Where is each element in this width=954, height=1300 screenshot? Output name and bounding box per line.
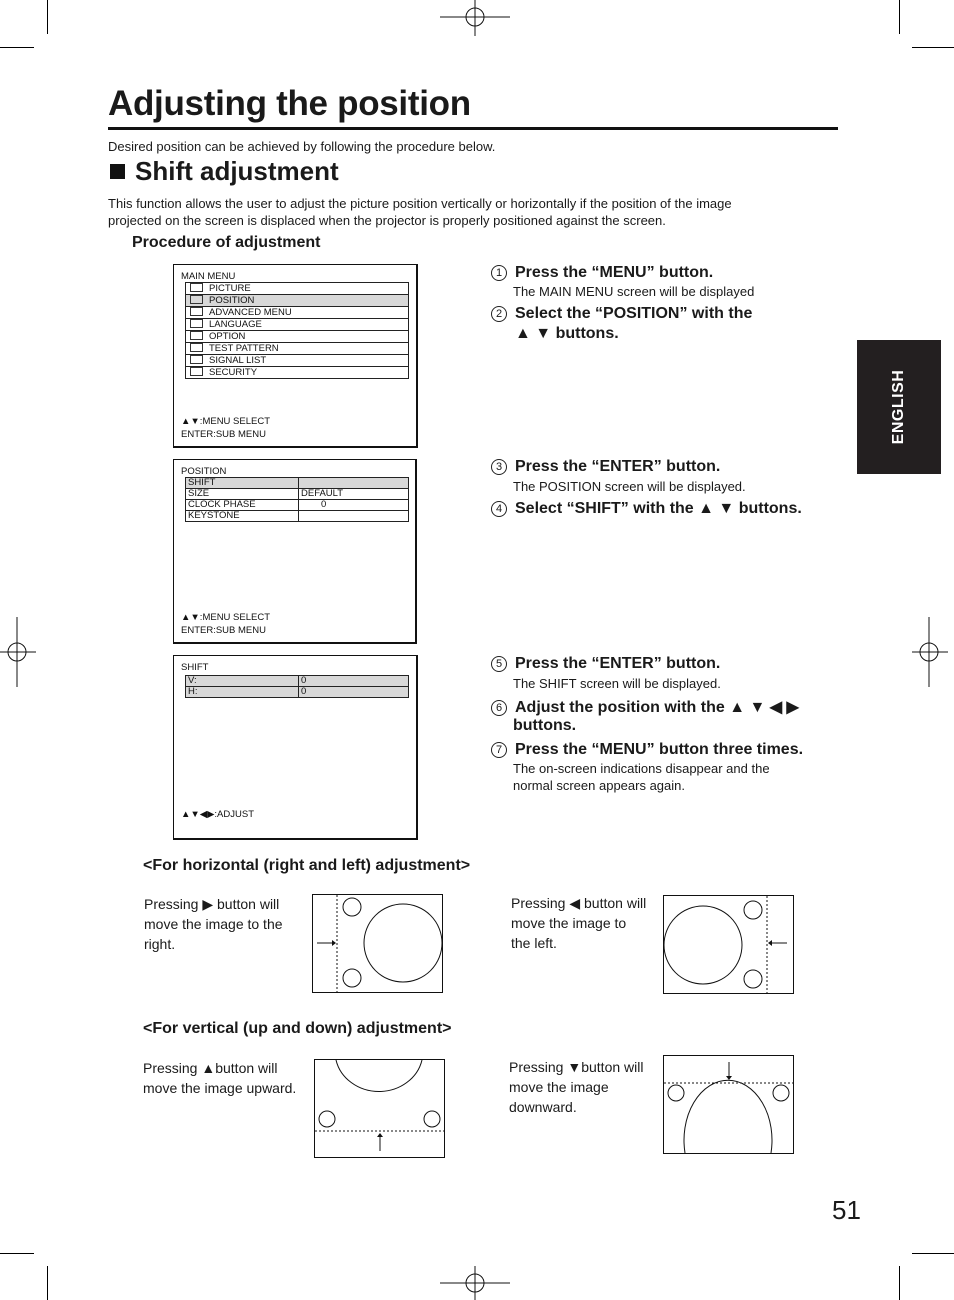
menu-item[interactable]: SIZE DEFAULT (186, 489, 409, 500)
menu-footer (181, 611, 270, 637)
shift-left-diagram (663, 895, 794, 994)
step-2: 2 Select the “POSITION” with the (491, 305, 752, 323)
step-1-desc: The MAIN MENU screen will be displayed (513, 284, 755, 299)
vertical-heading: <For vertical (up and down) adjustment> (143, 1020, 452, 1037)
registration-mark-left (0, 617, 36, 687)
menu-item[interactable]: SECURITY (186, 367, 409, 379)
shift-header: SHIFT (181, 662, 209, 673)
step-5: 5 Press the “ENTER” button. (491, 655, 720, 673)
step-2-line2: ▲ ▼ buttons. (515, 325, 619, 342)
footer-line: ▲▼:MENU SELECT (181, 416, 271, 427)
position-icon (190, 295, 203, 304)
shift-list (185, 675, 409, 698)
menu-item[interactable]: PICTURE (186, 283, 409, 295)
main-menu-list (185, 282, 409, 379)
text-line: move the image to (511, 915, 627, 931)
menu-item[interactable]: SIGNAL LIST (186, 355, 409, 367)
language-tab-label: ENGLISH (890, 369, 907, 445)
main-menu-screen (173, 264, 418, 448)
shift-down-diagram (663, 1055, 794, 1154)
page-title: Adjusting the position (108, 84, 471, 123)
text-line: move the image to the (144, 916, 283, 932)
text-line: Pressing ▶ button will (144, 896, 280, 912)
menu-item[interactable]: TEST PATTERN (186, 343, 409, 355)
menu-item[interactable]: V: 0 (186, 676, 409, 687)
text-line: move the image (509, 1079, 609, 1095)
press-right-text (144, 894, 283, 954)
language-tab (857, 340, 941, 474)
crop-mark (47, 0, 48, 34)
menu-item[interactable]: ADVANCED MENU (186, 307, 409, 319)
test-pattern-icon (190, 343, 203, 352)
picture-icon (190, 283, 203, 292)
section-title (110, 156, 339, 187)
menu-item[interactable]: CLOCK PHASE 0 (186, 500, 409, 511)
step-3: 3 Press the “ENTER” button. (491, 458, 720, 476)
text-line: Pressing ▲button will (143, 1060, 278, 1076)
menu-footer (181, 415, 270, 441)
intro-text: Desired position can be achieved by following the procedure below. (108, 139, 496, 154)
position-list (185, 477, 409, 522)
crop-mark (47, 1266, 48, 1300)
footer-line: ENTER:SUB MENU (181, 625, 266, 636)
step-4: 4 Select “SHIFT” with the ▲ ▼ buttons. (491, 500, 802, 518)
step-6: 6 Adjust the position with the ▲ ▼ ◀ ▶ (491, 697, 799, 717)
crop-mark (912, 47, 954, 48)
crop-mark (899, 0, 900, 34)
crop-mark (912, 1253, 954, 1254)
language-icon (190, 319, 203, 328)
shift-screen (173, 655, 418, 840)
step-1: 1 Press the “MENU” button. (491, 264, 713, 282)
press-left-text (511, 893, 646, 953)
step-6-line2: buttons. (513, 717, 577, 734)
step-3-desc: The POSITION screen will be displayed. (513, 479, 746, 494)
registration-mark-bottom (440, 1266, 510, 1300)
text-line: Pressing ▼button will (509, 1059, 644, 1075)
description-line: This function allows the user to adjust the picture position vertically or horizontally if the position of the image (108, 196, 732, 211)
procedure-heading: Procedure of adjustment (132, 234, 321, 251)
menu-item[interactable]: LANGUAGE (186, 319, 409, 331)
footer-line: ENTER:SUB MENU (181, 429, 266, 440)
registration-mark-top (440, 0, 510, 36)
crop-mark (899, 1266, 900, 1300)
registration-mark-right (912, 617, 948, 687)
title-rule (108, 127, 838, 130)
option-icon (190, 331, 203, 340)
crop-mark (0, 47, 34, 48)
shift-up-diagram (314, 1059, 445, 1158)
shift-right-diagram (312, 894, 443, 993)
press-up-text (143, 1058, 296, 1098)
horizontal-heading: <For horizontal (right and left) adjustment> (143, 857, 471, 874)
step-5-desc: The SHIFT screen will be displayed. (513, 676, 721, 691)
text-line: right. (144, 936, 176, 952)
page-number: 51 (832, 1195, 861, 1225)
section-title-text: Shift adjustment (135, 156, 339, 186)
position-screen (173, 459, 417, 644)
footer-line: ▲▼:MENU SELECT (181, 612, 271, 623)
menu-item[interactable]: OPTION (186, 331, 409, 343)
crop-mark (0, 1253, 34, 1254)
description-line: projected on the screen is displaced when the projector is properly positioned against the screen. (108, 213, 666, 228)
square-bullet-icon (110, 164, 125, 179)
description (108, 195, 828, 229)
security-icon (190, 367, 203, 376)
menu-item-selected[interactable]: POSITION (186, 295, 409, 307)
step-7: 7 Press the “MENU” button three times. (491, 741, 803, 759)
text-line: Pressing ◀ button will (511, 895, 647, 911)
menu-item[interactable]: KEYSTONE (186, 511, 409, 522)
step-7-desc: The on-screen indications disappear and the (513, 761, 770, 776)
menu-item[interactable]: H: 0 (186, 687, 409, 698)
main-menu-header: MAIN MENU (181, 271, 236, 282)
signal-list-icon (190, 355, 203, 364)
position-header: POSITION (181, 466, 227, 477)
step-7-desc2: normal screen appears again. (513, 778, 685, 793)
text-line: the left. (511, 935, 557, 951)
menu-footer: ▲▼◀▶:ADJUST (181, 809, 255, 820)
menu-item-selected[interactable]: SHIFT (186, 478, 409, 489)
advanced-menu-icon (190, 307, 203, 316)
text-line: move the image upward. (143, 1080, 297, 1096)
press-down-text (509, 1057, 643, 1117)
text-line: downward. (509, 1099, 577, 1115)
